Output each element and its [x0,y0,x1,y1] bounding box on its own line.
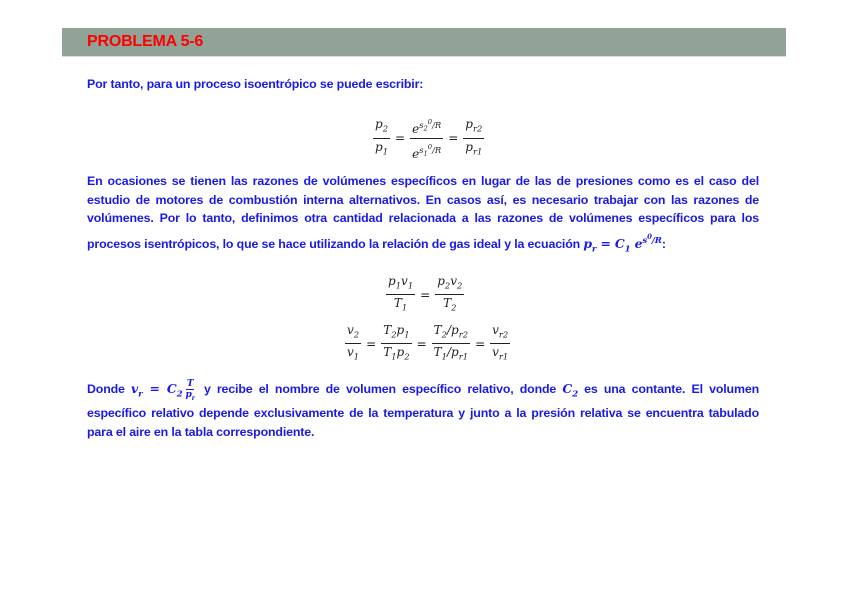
paragraph2-trailing: : [661,236,666,251]
paragraph3-middle: y recibe el nombre de volumen específico relativo, donde [197,381,563,396]
paragraph3-start: Donde [87,381,131,396]
fraction-p2v2-T2: $\frac{p_2v_2}{T_2}$ [437,274,463,313]
equals-sign: = [448,131,459,146]
fraction-T2pr2-T1pr1: $\frac{T_2/p_{r2}}{T_1/p_{r1}}$ [433,323,469,362]
relative-volume-paragraph [87,377,759,441]
fraction-vr2-vr1: $\frac{v_{r2}}{v_{r1}}$ [492,323,509,362]
intro-paragraph [87,75,759,94]
inline-fraction-T-pr: $\frac{T}{p_r}$ [185,379,195,402]
equals-sign: = [420,287,431,302]
fraction-v2-v1: $\frac{v_2}{v_1}$ [347,323,360,362]
intro-text: Por tanto, para un proceso isoentrópico se puede escribir: [87,77,424,91]
fraction-p1v1-T1: $\frac{p_1v_1}{T_1}$ [388,274,414,313]
inline-equation-vr: $v_r = C_2$ $\frac{T}{p_r}$ [131,379,195,402]
slide-header-bar [62,28,786,57]
fraction-exponentials: $\frac{e^{s_2^0/R}}{e^{s_1^0/R}}$ [410,115,443,162]
inline-equation-pr: $p_r = C_1$ $e^{s^0/R}$ [583,231,662,255]
fraction-T2p1-T1p2: $\frac{T_2p_1}{T_1p_2}$ [383,323,410,362]
equation-ideal-gas [383,274,467,316]
paragraph3-end: es una contante. El volumen específico relativo depende exclusivamente de la temperatura y junto a la presión relativa se encuentra tabulado para el aire en la tabla correspondiente. [87,381,760,439]
fraction-p2-p1: $\frac{p_2}{p_1}$ [375,117,389,157]
inline-constant-C2: $C_2$ [562,380,578,400]
equals-sign: = [366,336,377,351]
fraction-pr2-pr1: $\frac{p_{r2}}{p_{r1}}$ [465,117,483,157]
paragraph2-text: En ocasiones se tienen las razones de volúmenes específicos en lugar de las de presiones como es el caso del estudio de motores de combustión interna alternativos. En casos así, es necesario trabajar con las razones de volúmenes. Por lo tanto, definimos otra cantidad relacionada a las razones de volúmenes específicos para los procesos isentrópicos, lo que se hace utilizando la relación de gas ideal y la ecuación [87,174,759,251]
equals-sign: = [475,336,486,351]
slide-title: PROBLEMA 5-6 [87,33,204,50]
volume-ratio-paragraph [87,172,759,259]
equals-sign: = [416,336,427,351]
equation-pressure-ratio [370,115,487,162]
equation-volume-ratio [342,323,513,365]
equals-sign: = [395,131,406,146]
